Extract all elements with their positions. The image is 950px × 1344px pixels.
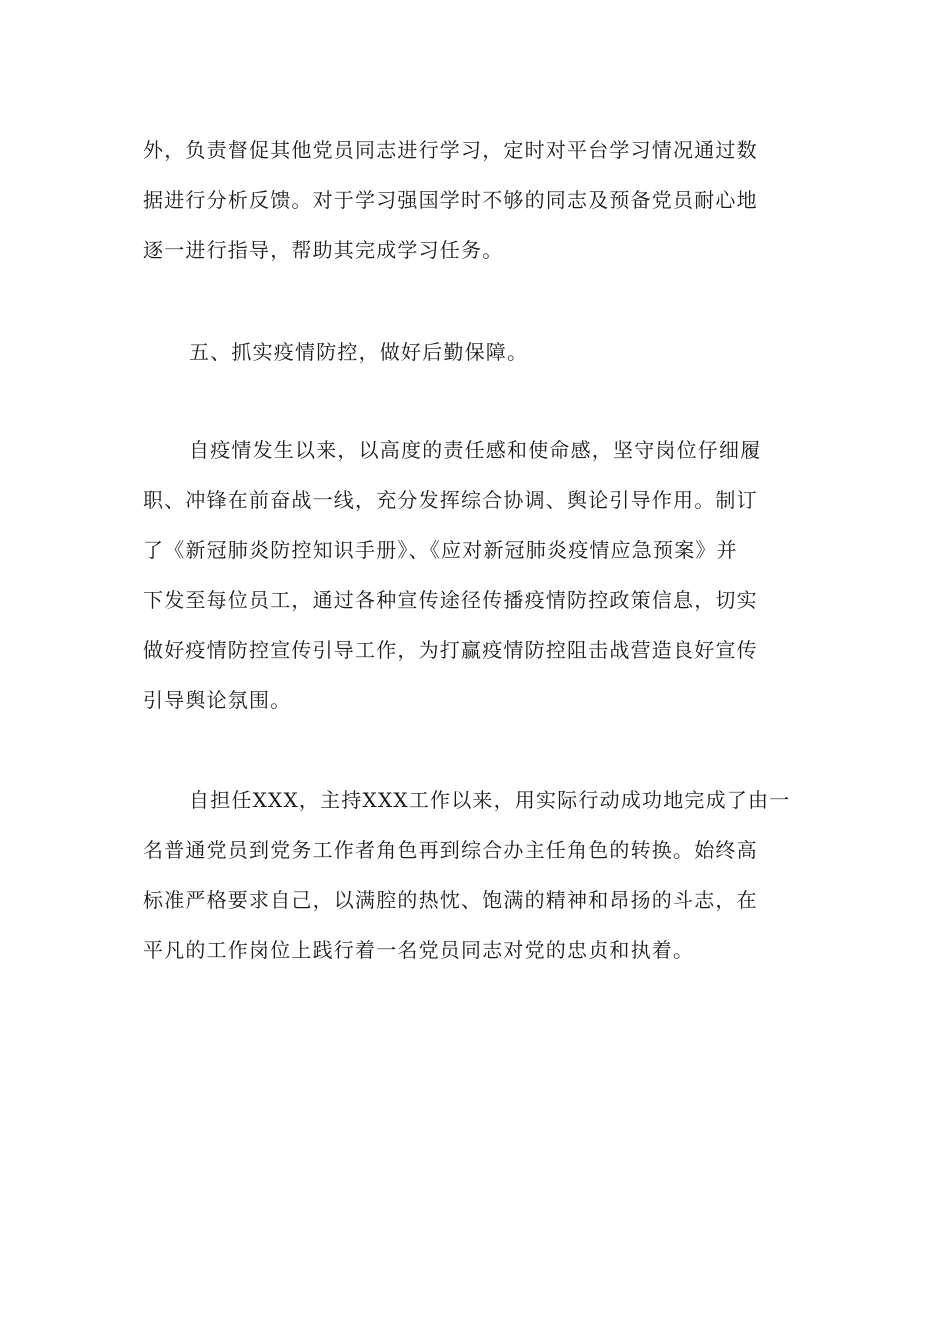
paragraph-line: 逐一进行指导，帮助其完成学习任务。	[143, 238, 504, 262]
section-heading: 五、抓实疫情防控，做好后勤保障。	[189, 340, 529, 364]
paragraph-line: 外，负责督促其他党员同志进行学习，定时对平台学习情况通过数	[143, 138, 758, 162]
paragraph-line: 职、冲锋在前奋战一线，充分发挥综合协调、舆论引导作用。制订	[143, 488, 758, 512]
paragraph-line: 做好疫情防控宣传引导工作，为打赢疫情防控阻击战营造良好宣传	[143, 638, 758, 662]
paragraph-line: 引导舆论氛围。	[143, 688, 292, 712]
paragraph-line: 下发至每位员工，通过各种宣传途径传播疫情防控政策信息，切实	[143, 588, 758, 612]
paragraph-line: 标准严格要求自己，以满腔的热忱、饱满的精神和昂扬的斗志，在	[143, 888, 758, 912]
paragraph-line: 据进行分析反馈。对于学习强国学时不够的同志及预备党员耐心地	[143, 188, 758, 212]
paragraph-line: 平凡的工作岗位上践行着一名党员同志对党的忠贞和执着。	[143, 938, 695, 962]
paragraph-line: 自疫情发生以来，以高度的责任感和使命感，坚守岗位仔细履	[189, 438, 762, 462]
paragraph-line: 名普通党员到党务工作者角色再到综合办主任角色的转换。始终高	[143, 838, 758, 862]
paragraph-line: 了《新冠肺炎防控知识手册》、《应对新冠肺炎疫情应急预案》并	[143, 538, 738, 562]
paragraph-line: 自担任XXX，主持XXX工作以来，用实际行动成功地完成了由一	[189, 788, 791, 812]
